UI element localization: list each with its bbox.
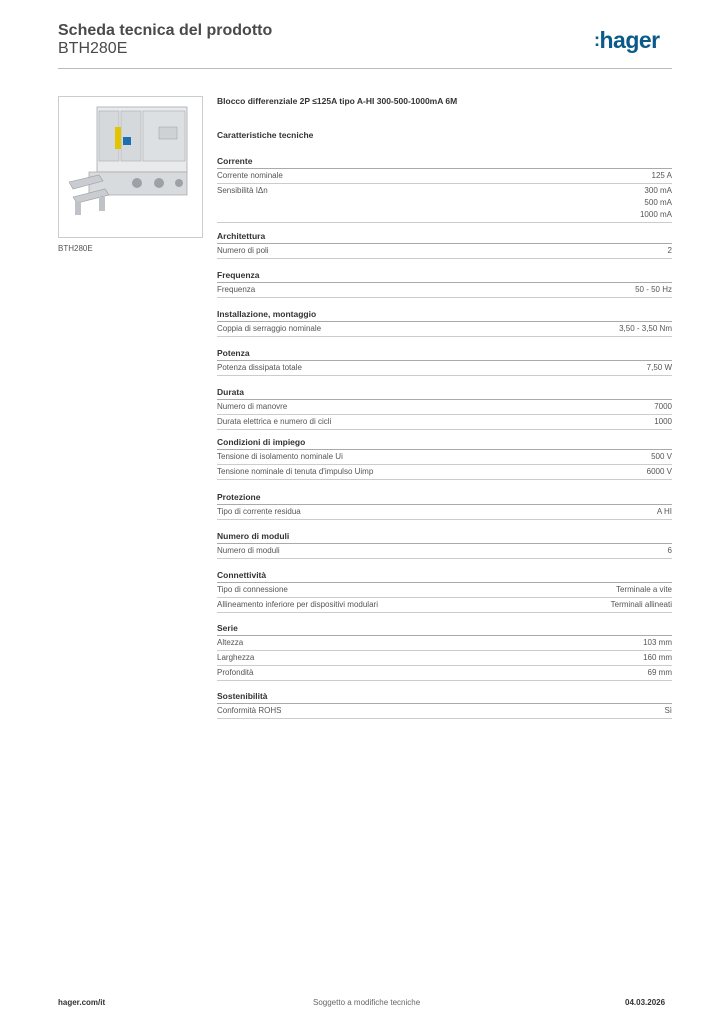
- spec-row: [217, 283, 672, 298]
- spec-value: [635, 284, 672, 296]
- spec-row: [217, 544, 672, 559]
- spec-row: [217, 415, 672, 430]
- image-caption: BTH280E: [58, 244, 93, 253]
- spec-value: [647, 362, 672, 374]
- logo-text: hager: [599, 27, 660, 53]
- spec-value: [654, 416, 672, 428]
- spec-value-line: A HI: [656, 507, 672, 516]
- spec-label: Numero di manovre: [217, 402, 288, 411]
- spec-section: [217, 570, 672, 613]
- spec-value: [651, 451, 672, 463]
- spec-row: [217, 583, 672, 598]
- spec-value: [657, 506, 672, 518]
- spec-row: [217, 666, 672, 681]
- spec-row: [217, 322, 672, 337]
- spec-section-title: Connettività: [217, 570, 672, 583]
- product-code: BTH280E: [58, 40, 128, 57]
- spec-row: [217, 244, 672, 259]
- spec-label: Potenza dissipata totale: [217, 363, 302, 372]
- product-image-drawing: [59, 97, 202, 237]
- spec-value: [668, 245, 672, 257]
- spec-label: Tipo di connessione: [217, 585, 288, 594]
- spec-row: [217, 361, 672, 376]
- spec-section: [217, 348, 672, 376]
- spec-value: [652, 170, 672, 182]
- spec-section-title: Sostenibilità: [217, 691, 672, 704]
- spec-value-line: Terminale a vite: [615, 585, 672, 594]
- spec-value: [668, 545, 672, 557]
- spec-row: [217, 184, 672, 223]
- spec-value-line: 160 mm: [643, 653, 672, 662]
- spec-section-title: Condizioni di impiego: [217, 437, 672, 450]
- spec-section: [217, 531, 672, 559]
- spec-section-title: Architettura: [217, 231, 672, 244]
- spec-label: Frequenza: [217, 285, 256, 294]
- product-title: Blocco differenziale 2P ≤125A tipo A-HI 300-500-1000mA 6M: [217, 96, 458, 106]
- spec-label: Corrente nominale: [217, 171, 283, 180]
- spec-value: [648, 667, 672, 679]
- spec-section-title: Installazione, montaggio: [217, 309, 672, 322]
- spec-row: [217, 651, 672, 666]
- spec-value: [616, 584, 672, 596]
- footer-date: 04.03.2026: [625, 998, 666, 1007]
- spec-value-line: 2: [667, 246, 672, 255]
- spec-row: [217, 465, 672, 480]
- spec-value-line: Sì: [664, 706, 672, 715]
- footer-website[interactable]: hager.com/it: [58, 998, 106, 1007]
- spec-row: [217, 636, 672, 651]
- spec-row: [217, 505, 672, 520]
- spec-section: [217, 387, 672, 430]
- spec-value-line: 3,50 - 3,50 Nm: [619, 324, 672, 333]
- spec-value-line: Terminali allineati: [610, 600, 672, 609]
- spec-value-line: 125 A: [651, 171, 672, 180]
- spec-label: Sensibilità IΔn: [217, 186, 268, 195]
- spec-value-line: 6: [667, 546, 672, 555]
- spec-label: Coppia di serraggio nominale: [217, 324, 322, 333]
- footer-notice: Soggetto a modifiche tecniche: [313, 998, 421, 1007]
- spec-value-line: 300 mA: [644, 186, 672, 195]
- spec-value: [619, 323, 672, 335]
- spec-label: Durata elettrica e numero di cicli: [217, 417, 332, 426]
- spec-label: Larghezza: [217, 653, 255, 662]
- spec-value-line: 500 mA: [644, 198, 672, 207]
- spec-value-line: 6000 V: [646, 467, 672, 476]
- spec-value-line: 103 mm: [643, 638, 672, 647]
- spec-value: [647, 466, 672, 478]
- spec-value-line: 500 V: [651, 452, 672, 461]
- spec-row: [217, 169, 672, 184]
- specs-heading: Caratteristiche tecniche: [217, 130, 314, 140]
- spec-section: [217, 691, 672, 719]
- spec-label: Tensione di isolamento nominale Ui: [217, 452, 343, 461]
- spec-value-line: 7000: [654, 402, 672, 411]
- spec-row: [217, 598, 672, 613]
- spec-section: [217, 156, 672, 223]
- spec-section: [217, 623, 672, 681]
- spec-section: [217, 492, 672, 520]
- spec-value-line: 1000: [654, 417, 672, 426]
- spec-label: Numero di poli: [217, 246, 269, 255]
- page-header-title: Scheda tecnica del prodotto: [58, 22, 273, 39]
- spec-label: Numero di moduli: [217, 546, 280, 555]
- spec-row: [217, 704, 672, 719]
- hager-logo: :hager: [594, 27, 660, 53]
- spec-value-line: 7,50 W: [646, 363, 672, 372]
- spec-section-title: Numero di moduli: [217, 531, 672, 544]
- spec-value: [654, 401, 672, 413]
- header-divider: [58, 68, 672, 69]
- spec-row: [217, 400, 672, 415]
- spec-value: [643, 652, 672, 664]
- spec-label: Allineamento inferiore per dispositivi modulari: [217, 600, 378, 609]
- spec-value: [664, 705, 672, 717]
- spec-section: [217, 437, 672, 480]
- spec-value: [611, 599, 672, 611]
- spec-section: [217, 309, 672, 337]
- spec-section-title: Durata: [217, 387, 672, 400]
- spec-value: [643, 637, 672, 649]
- spec-value-line: 1000 mA: [639, 210, 672, 219]
- spec-label: Tipo di corrente residua: [217, 507, 301, 516]
- spec-section-title: Serie: [217, 623, 672, 636]
- spec-value: [640, 185, 672, 221]
- spec-section-title: Protezione: [217, 492, 672, 505]
- spec-section: [217, 270, 672, 298]
- spec-row: [217, 450, 672, 465]
- spec-section-title: Potenza: [217, 348, 672, 361]
- spec-section-title: Frequenza: [217, 270, 672, 283]
- spec-section: [217, 231, 672, 259]
- spec-value-line: 69 mm: [647, 668, 672, 677]
- spec-label: Profondità: [217, 668, 254, 677]
- spec-label: Altezza: [217, 638, 244, 647]
- spec-section-title: Corrente: [217, 156, 672, 169]
- spec-label: Conformità ROHS: [217, 706, 282, 715]
- product-image: [58, 96, 203, 238]
- spec-label: Tensione nominale di tenuta d'impulso Uimp: [217, 467, 374, 476]
- spec-value-line: 50 - 50 Hz: [635, 285, 672, 294]
